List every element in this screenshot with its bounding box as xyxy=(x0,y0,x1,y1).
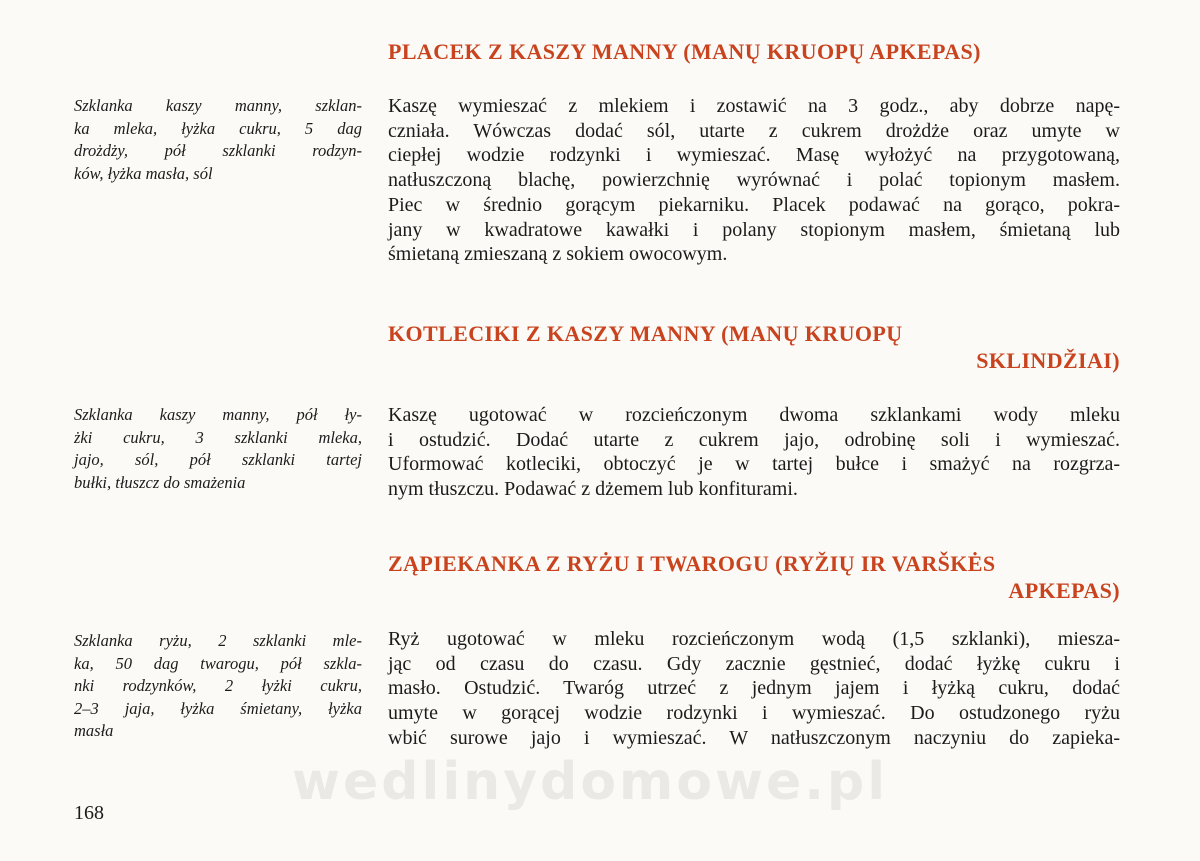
instruction-line: i ostudzić. Dodać utarte z cukrem jajo, odrobinę soli i wymieszać. xyxy=(388,428,1120,451)
recipe-title-line: PLACEK Z KASZY MANNY (MANŲ KRUOPŲ APKEPAS) xyxy=(388,39,981,64)
recipe-instructions xyxy=(388,403,1120,502)
instruction-line: umyte w gorącej wodzie rodzynki i wymieszać. Do ostudzonego ryżu xyxy=(388,702,1120,725)
instruction-line: wbić surowe jajo i wymieszać. W natłuszczonym naczyniu do zapieka- xyxy=(388,726,1120,749)
ingredients-line: ka mleka, łyżka cukru, 5 dag xyxy=(74,118,362,138)
recipe-instructions xyxy=(388,94,1120,267)
ingredients-line: masła xyxy=(74,721,114,740)
ingredients-line: jajo, sól, pół szklanki tartej xyxy=(74,450,362,469)
instruction-line: Piec w średnio gorącym piekarniku. Placek podawać na gorąco, pokra- xyxy=(388,193,1120,216)
ingredients-list xyxy=(74,404,362,494)
instruction-line: czniała. Wówczas dodać sól, utarte z cukrem drożdże oraz umyte w xyxy=(388,119,1120,142)
recipe-title-line: ZĄPIEKANKA Z RYŻU I TWAROGU (RYŽIŲ IR VARŠKĖS xyxy=(388,551,996,576)
recipe-title-line: APKEPAS) xyxy=(1008,578,1120,603)
recipe-title xyxy=(388,550,1120,604)
ingredients-line: ka, 50 dag twarogu, pół szkla- xyxy=(74,653,362,673)
instruction-line: natłuszczoną blachę, powierzchnię wyrównać i polać topionym masłem. xyxy=(388,169,1120,192)
ingredients-line: bułki, tłuszcz do smażenia xyxy=(74,472,246,492)
ingredients-list xyxy=(74,630,362,743)
instruction-line: ciepłej wodzie rodzynki i wymieszać. Masę wyłożyć na przygotowaną, xyxy=(388,144,1120,167)
ingredients-line: drożdży, pół szklanki rodzyn- xyxy=(74,141,362,160)
ingredients-list xyxy=(74,95,362,185)
instruction-line: jany w kwadratowe kawałki i polany stopionym masłem, śmietaną lub xyxy=(388,218,1120,241)
ingredients-line: Szklanka kaszy manny, pół ły- xyxy=(74,405,362,424)
instruction-line: Uformować kotleciki, obtoczyć je w tartej bułce i smażyć na rozgrza- xyxy=(388,453,1120,476)
ingredients-line: 2–3 jaja, łyżka śmietany, łyżka xyxy=(74,698,362,718)
recipe-title xyxy=(388,38,1120,65)
watermark: wedlinydomowe.pl xyxy=(292,752,889,812)
recipe-title xyxy=(388,320,1120,374)
instruction-line: Kaszę wymieszać z mlekiem i zostawić na 3 godz., aby dobrze napę- xyxy=(388,95,1120,117)
ingredients-line: żki cukru, 3 szklanki mleka, xyxy=(74,427,362,447)
recipe-title-line: SKLINDŽIAI) xyxy=(976,348,1120,373)
instruction-line: śmietaną zmieszaną z sokiem owocowym. xyxy=(388,243,728,266)
recipe-title-line: KOTLECIKI Z KASZY MANNY (MANŲ KRUOPŲ xyxy=(388,321,903,346)
ingredients-line: nki rodzynków, 2 łyżki cukru, xyxy=(74,676,362,695)
instruction-line: Kaszę ugotować w rozcieńczonym dwoma szklankami wody mleku xyxy=(388,404,1120,426)
instruction-line: masło. Ostudzić. Twaróg utrzeć z jednym jajem i łyżką cukru, dodać xyxy=(388,677,1120,700)
instruction-line: Ryż ugotować w mleku rozcieńczonym wodą (1,5 szklanki), miesza- xyxy=(388,628,1120,650)
ingredients-line: Szklanka ryżu, 2 szklanki mle- xyxy=(74,631,362,650)
recipe-instructions xyxy=(388,627,1120,751)
instruction-line: jąc od czasu do czasu. Gdy zacznie gęstnieć, dodać łyżkę cukru i xyxy=(388,652,1120,675)
ingredients-line: ków, łyżka masła, sól xyxy=(74,163,213,183)
ingredients-line: Szklanka kaszy manny, szklan- xyxy=(74,96,362,115)
page-number: 168 xyxy=(74,802,104,824)
instruction-line: nym tłuszczu. Podawać z dżemem lub konfiturami. xyxy=(388,478,798,501)
